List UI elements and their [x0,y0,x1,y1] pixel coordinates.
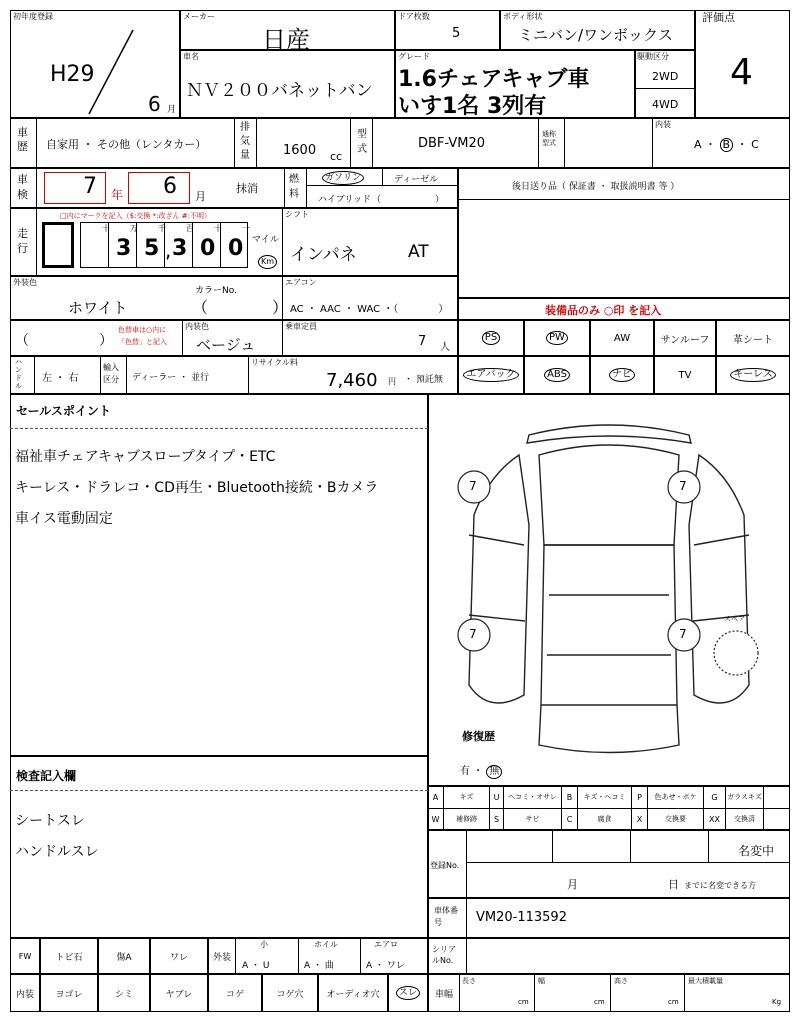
reg-deadline: までに名変できる方 [684,881,756,890]
capacity-label: 乗車定員 [285,322,317,331]
displacement-value: 1600 [283,143,317,158]
equip-abs: ABS [524,356,590,394]
legend-code: G [704,786,726,808]
unit-ju1: 十 [102,224,110,233]
int-item-7: スレ [388,974,428,1012]
equip-airbag: エアバック [458,356,524,394]
int-item-6: オーディオ穴 [318,974,388,1012]
chassis-label: 車体番号 [434,906,458,927]
hgt-label: 高さ [614,977,628,985]
equip-navi: ナビ [590,356,654,394]
fuel-gas: ガソリン [322,171,364,185]
first-reg-slash [85,28,135,116]
body-label: ボディ形状 [503,12,543,21]
grade-eval-value: 4 [730,52,753,93]
handle-label: ハンドル [15,358,22,390]
legend-desc: キズ・ヘコミ [578,786,632,808]
shift-pos: インパネ [290,245,357,265]
first-reg-label: 初年度登録 [13,12,53,21]
fw-item-1: トビ石 [40,938,98,974]
car-name-label: 車名 [183,52,199,61]
legend-code: C [562,808,578,830]
mile-label: マイル [252,235,279,245]
grade-eval-label: 評価点 [702,11,735,24]
interior-label: 内装 [655,120,671,129]
mileage-note: □内にマークを記入（$:交換 *:改ざん #:不明） [60,212,211,220]
legend-code: W [428,808,444,830]
legend-code: X [632,808,648,830]
displacement-unit: cc [330,150,343,163]
ac-value: AC ・ AAC ・ WAC ・（ ） [290,304,449,315]
inspection-year-unit: 年 [111,188,124,202]
legend-desc: 補修跡 [444,808,490,830]
legend-row-2 [428,808,790,830]
int-item-1: ヨゴレ [40,974,98,1012]
inspection-label: 車検 [17,173,28,201]
serial-cell [428,938,790,974]
sales-line-3: 車イス電動固定 [15,511,113,527]
hgt-unit: cm [668,998,679,1006]
legend-desc: 腐食 [578,808,632,830]
load-label: 最大積載量 [688,977,723,985]
ext-label: 外装 [208,938,236,974]
doors-value: 5 [452,26,461,41]
int-item-4: コゲ [208,974,262,1012]
sales-title: セールスポイント [16,404,111,418]
equip-ps: PS [458,320,524,356]
sales-line-1: 福祉車チェアキャブスロープタイプ・ETC [15,449,276,465]
car-diagram [429,395,789,785]
mileage-digit-6: 0 [200,236,216,261]
int-color-label: 内装色 [185,322,209,331]
drive-2wd: 2WD [652,70,679,83]
legend-code: B [562,786,578,808]
aero-value: A ・ ワレ [366,961,405,971]
inspection-year: 7 [83,174,97,199]
spare-label: スペア [724,615,745,623]
repair-label: 修復歴 [462,730,495,743]
reg-day: 日 [668,878,679,891]
int-label: 内装 [10,974,40,1012]
fuel-diesel: ディーゼル [394,175,439,185]
shift-type: AT [408,242,429,262]
sales-line-2: キーレス・ドラレコ・CD再生・Bluetooth接続・Bカメラ [15,480,379,496]
doors-label: ドア枚数 [398,12,430,21]
recycle-label: リサイクル料 [251,358,298,367]
dims-label: 車幅 [428,974,460,1012]
shiki-label: 通称型式 [542,130,556,147]
aero-label: エアロ [374,940,398,949]
after-items-label: 後日送り品（ 保証書 ・ 取扱説明書 等 ） [512,182,680,192]
color-no-label: カラーNo. [195,286,237,296]
ac-label: エアコン [285,278,317,287]
km-label: Km [258,255,277,269]
first-reg-month: 6 [148,92,161,116]
wheel-label: ホイル [314,940,338,949]
equip-aw: AW [590,320,654,356]
len-unit: cm [518,998,529,1006]
wid-unit: cm [594,998,605,1006]
serial-label: シリアルNo. [432,945,456,965]
car-name-value: ＮＶ２００バネットバン [186,81,373,101]
legend-desc: サビ [504,808,562,830]
registration-label: 登録No. [430,861,460,870]
import-value: ディーラー ・ 並行 [132,373,210,383]
maker-value: 日産 [262,26,310,54]
unit-sen: 千 [158,224,166,233]
damage-mark-4: 7 [679,627,687,641]
mileage-digit-0 [42,222,74,268]
mileage-digit-3: 3 [116,236,132,261]
equip-header: 装備品のみ ○印 を記入 [545,304,662,317]
legend-code: A [428,786,444,808]
legend-desc: 交換要 [648,808,704,830]
model-value: DBF-VM20 [418,136,485,151]
grade-line2: いす1名 3列有 [398,94,547,119]
handle-value: 左 ・ 右 [42,373,79,384]
unit-ju2: 十 [214,224,222,233]
mileage-comma: , [165,238,172,262]
equip-sunroof: サンルーフ [654,320,716,356]
history-label: 車歴 [17,126,28,153]
damage-mark-2: 7 [679,479,687,493]
fuel-other: （ ） [372,195,445,205]
legend-code: P [632,786,648,808]
capacity-value: 7 [418,334,427,349]
inspection-month-box [128,172,190,204]
dims-cell [428,974,790,1012]
drive-label: 駆動区分 [637,52,669,61]
chassis-value: VM20-113592 [476,910,567,925]
legend-code: U [490,786,504,808]
drive-4wd: 4WD [652,98,679,111]
color-change-note: 色替車は○内に「色替」と記入 [118,326,167,346]
grade-line1: 1.6チェアキャブ車 [398,67,590,92]
grade-label: グレード [398,52,430,61]
recycle-value: 7,460 [326,370,378,391]
legend-desc: 交換済 [726,808,764,830]
name-change: 名変中 [738,844,775,858]
recycle-unit: 円 [388,377,396,386]
color-no-value: （ ） [192,298,289,317]
equip-keyless: キーレス [716,356,790,394]
int-item-5: コゲ穴 [262,974,318,1012]
mileage-digit-5: 3 [172,236,188,261]
load-unit: Kg [772,998,782,1006]
paren-blank: （ ） [15,333,113,349]
reg-month: 月 [567,878,578,891]
model-label: 型式 [357,129,367,155]
repair-value: 有 ・ 無 [460,762,502,779]
shift-label: シフト [285,210,309,219]
int-item-3: ヤブレ [150,974,208,1012]
equip-tv: TV [654,356,716,394]
inspection-month: 6 [163,174,177,199]
fuel-label: 燃料 [289,174,299,200]
fw-label: FW [10,938,40,974]
damage-mark-3: 7 [469,627,477,641]
legend-desc: ガラスキズ [726,786,764,808]
kensa-title: 検査記入欄 [16,769,77,783]
body-value: ミニバン/ワンボックス [518,26,673,44]
legend-desc: ヘコミ・オサレ [504,786,562,808]
damage-mark-1: 7 [469,479,477,493]
int-color-value: ベージュ [196,336,256,354]
small-value: A ・ U [242,961,270,971]
kensa-line-2: ハンドルスレ [15,844,99,860]
maker-label: メーカー [183,12,215,21]
wheel-value: A ・ 曲 [304,961,334,971]
fw-item-2: 傷A [98,938,150,974]
fuel-hybrid: ハイブリッド [318,195,372,205]
mileage-digit-4: 5 [144,236,160,261]
mileage-digit-7: 0 [228,236,244,261]
legend-desc: キズ [444,786,490,808]
legend-desc: 色あせ・ボケ [648,786,704,808]
fw-item-3: ワレ [150,938,208,974]
first-reg-month-unit: 月 [167,105,177,115]
color-value: ホワイト [68,299,128,317]
int-item-2: シミ [98,974,150,1012]
history-value: 自家用 ・ その他（レンタカー） [46,138,207,151]
wid-label: 幅 [538,977,545,985]
legend-row-1 [428,786,790,808]
recycle-deposit: ・ 預託無 [404,375,443,385]
inspection-cancel: 抹消 [236,182,258,195]
interior-rank: A ・ B ・ C [694,138,759,151]
legend-code: S [490,808,504,830]
color-label: 外装色 [13,278,37,287]
first-reg-era: H29 [50,62,95,87]
unit-ichi: 一 [242,224,250,233]
equip-leather: 革シート [716,320,790,356]
capacity-unit: 人 [440,342,450,353]
len-label: 長さ [462,977,476,985]
displacement-label: 排気量 [240,122,250,161]
inspection-month-unit: 月 [195,190,206,203]
mileage-label: 走行 [17,227,28,255]
small-label: 小 [260,940,268,949]
import-label: 輸入区分 [103,363,119,384]
unit-man: 万 [130,224,138,233]
unit-hyaku: 百 [186,224,194,233]
legend-code: XX [704,808,726,830]
equip-pw: PW [524,320,590,356]
kensa-line-1: シートスレ [15,813,85,829]
